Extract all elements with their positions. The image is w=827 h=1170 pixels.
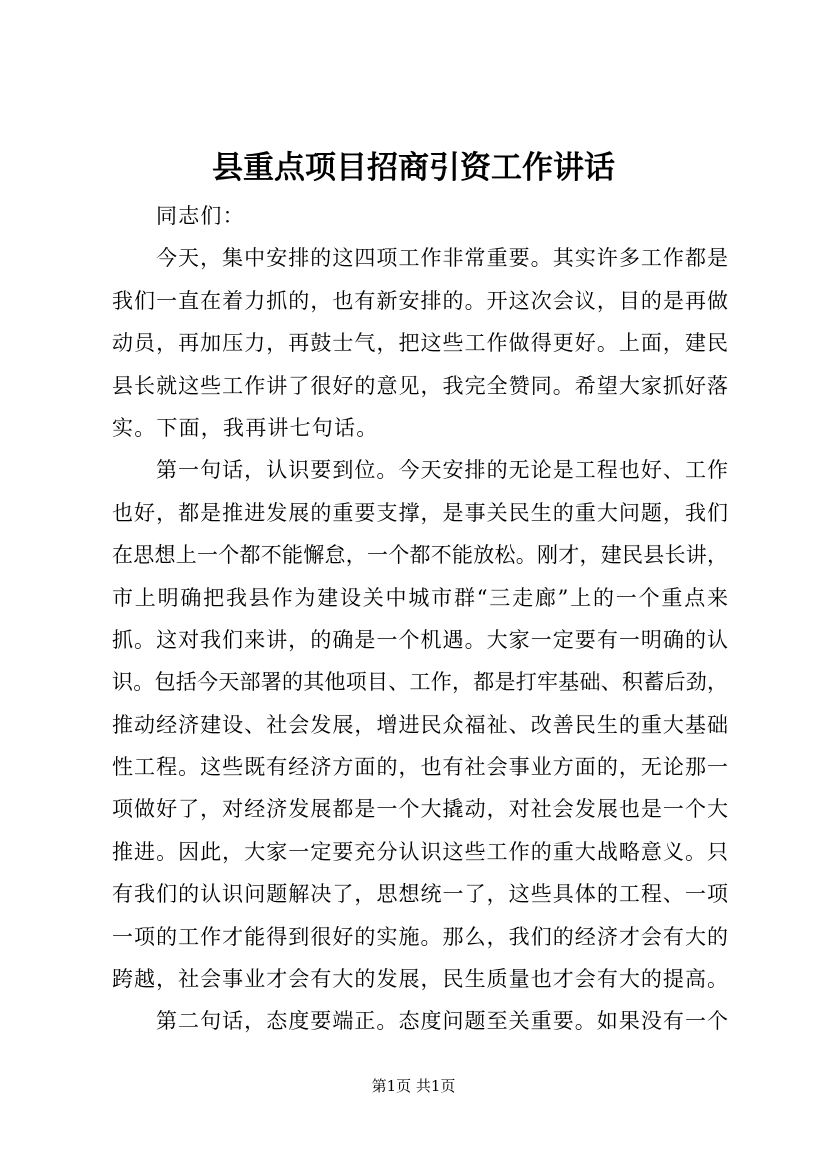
text-line: 也好，都是推进发展的重要支撑，是事关民生的重大问题，我们 bbox=[112, 500, 728, 525]
text-line: 跨越，社会事业才会有大的发展，民生质量也才会有大的提高。 bbox=[112, 967, 728, 992]
text-line: 识。包括今天部署的其他项目、工作，都是打牢基础、积蓄后劲， bbox=[112, 670, 728, 695]
salutation-line: 同志们： bbox=[156, 204, 245, 228]
text-line: 项做好了，对经济发展都是一个大撬动，对社会发展也是一个大 bbox=[112, 797, 728, 822]
text-line: 动员，再加压力，再鼓士气，把这些工作做得更好。上面，建民 bbox=[112, 331, 728, 356]
text-line: 实。下面，我再讲七句话。 bbox=[112, 415, 379, 440]
text-line: 推进。因此，大家一定要充分认识这些工作的重大战略意义。只 bbox=[112, 839, 728, 864]
document-body bbox=[112, 195, 728, 1043]
text-line: 第二句话，态度要端正。态度问题至关重要。如果没有一个 bbox=[156, 1009, 728, 1034]
text-line: 我们一直在着力抓的，也有新安排的。开这次会议，目的是再做 bbox=[112, 288, 728, 313]
text-line: 性工程。这些既有经济方面的，也有社会事业方面的，无论那一 bbox=[112, 755, 728, 780]
text-line: 县长就这些工作讲了很好的意见，我完全赞同。希望大家抓好落 bbox=[112, 373, 728, 398]
text-line: 抓。这对我们来讲，的确是一个机遇。大家一定要有一明确的认 bbox=[112, 627, 728, 652]
text-line: 市上明确把我县作为建设关中城市群“三走廊”上的一个重点来 bbox=[112, 585, 728, 610]
page-number-footer: 第1页 共1页 bbox=[371, 1077, 456, 1095]
document-title: 县重点项目招商引资工作讲话 bbox=[212, 150, 615, 186]
text-line: 推动经济建设、社会发展，增进民众福祉、改善民生的重大基础 bbox=[112, 712, 728, 737]
text-line: 第一句话，认识要到位。今天安排的无论是工程也好、工作 bbox=[156, 458, 728, 483]
text-line: 今天，集中安排的这四项工作非常重要。其实许多工作都是 bbox=[156, 246, 728, 271]
text-line: 一项的工作才能得到很好的实施。那么，我们的经济才会有大的 bbox=[112, 924, 728, 949]
text-line: 有我们的认识问题解决了，思想统一了，这些具体的工程、一项 bbox=[112, 882, 728, 907]
text-line: 在思想上一个都不能懈怠，一个都不能放松。刚才，建民县长讲， bbox=[112, 543, 728, 568]
